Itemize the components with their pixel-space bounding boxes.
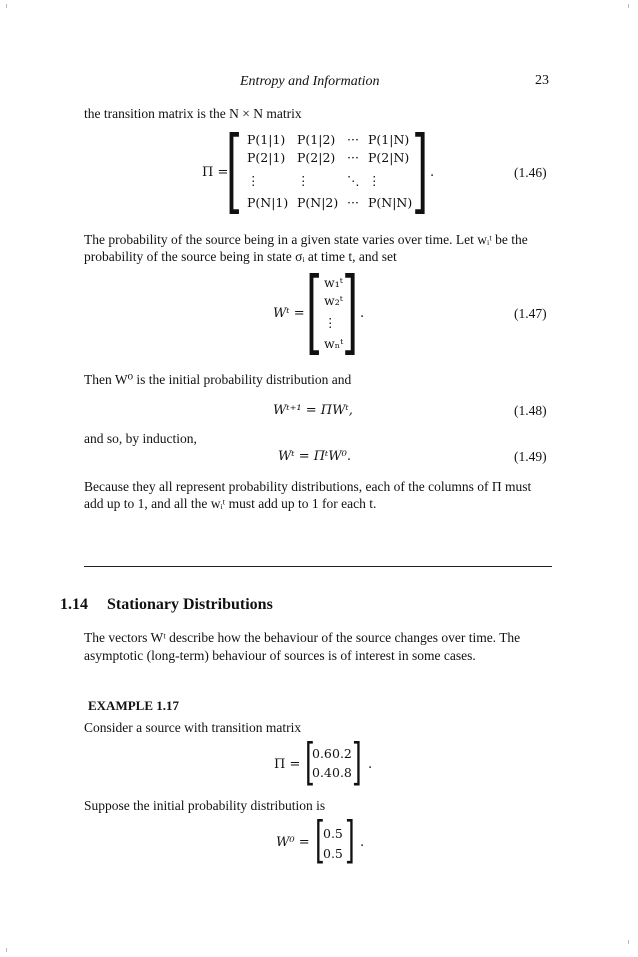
para2-line1: Because they all represent probability distributions, each of the columns of Π must [84, 479, 532, 494]
eq146-matrix-cell: P(2|1) [247, 150, 286, 165]
scan-mark [628, 4, 629, 8]
eq147-left-bracket: [ [306, 258, 323, 365]
example-label: EXAMPLE 1.17 [88, 698, 179, 713]
eq147-vector-entry: wₙᵗ [324, 336, 344, 351]
scan-mark [628, 940, 629, 944]
eq146-matrix-cell: P(2|2) [297, 150, 336, 165]
eq147-vector-entry: w₁ᵗ [324, 275, 343, 290]
eq148-number: (1.48) [514, 403, 547, 418]
eq146-matrix-cell: ⋮ [297, 173, 310, 188]
eq147-lhs: Wᵗ = [273, 306, 305, 321]
suppose-line: Suppose the initial probability distribution is [84, 798, 326, 813]
section-divider [84, 566, 552, 567]
intro-line: the transition matrix is the N × N matrix [84, 106, 302, 121]
eq146-matrix-cell: P(N|N) [368, 195, 413, 210]
then-line: Then W⁰ is the initial probability distribution and [84, 372, 352, 387]
page-number: 23 [535, 73, 549, 88]
eq146-matrix-cell: ··· [347, 150, 359, 165]
eq147-right-bracket: ] [342, 258, 359, 365]
pi-matrix-cell: 0.6 [312, 746, 332, 761]
pi-matrix-cell: 0.4 [312, 765, 332, 780]
para1-line1: The probability of the source being in a given state varies over time. Let wᵢᵗ be the [84, 232, 528, 247]
w0-period: . [360, 835, 365, 850]
eq146-matrix-cell: P(N|1) [247, 195, 289, 210]
pi-period: . [368, 757, 373, 772]
section-number: 1.14 [60, 596, 88, 613]
para3-line2: asymptotic (long-term) behaviour of sources is of interest in some cases. [84, 648, 476, 663]
eq147-period: . [360, 306, 365, 321]
eq146-left-bracket: [ [226, 117, 243, 224]
section-title: Stationary Distributions [107, 596, 273, 613]
w0-vector-entry: 0.5 [323, 826, 343, 841]
pi-lhs: Π = [274, 757, 301, 772]
eq146-number: (1.46) [514, 165, 547, 180]
eq147-number: (1.47) [514, 306, 547, 321]
eq148-expression: Wᵗ⁺¹ = ΠWᵗ, [273, 403, 353, 418]
scan-mark [6, 948, 7, 952]
pi-left-bracket: [ [305, 733, 315, 791]
eq147-vector-entry: ⋮ [324, 315, 337, 330]
eq146-matrix-cell: ⋮ [368, 173, 381, 188]
w0-right-bracket: ] [345, 811, 355, 869]
eq146-matrix-cell: ⋮ [247, 173, 260, 188]
induction-line: and so, by induction, [84, 431, 197, 446]
eq146-matrix-cell: P(N|2) [297, 195, 339, 210]
w0-vector-entry: 0.5 [323, 846, 343, 861]
para3-line1: The vectors Wᵗ describe how the behaviour of the source changes over time. The [84, 630, 521, 645]
eq146-period: . [430, 165, 435, 180]
pi-right-bracket: ] [352, 733, 362, 791]
w0-left-bracket: [ [315, 811, 325, 869]
eq146-matrix-cell: ··· [347, 195, 359, 210]
pi-matrix-cell: 0.2 [332, 746, 352, 761]
w0-lhs: W⁰ = [276, 835, 310, 850]
para1-line2: probability of the source being in state σᵢ at time t, and set [84, 249, 397, 264]
eq146-matrix-cell: P(1|N) [368, 132, 410, 147]
eq146-matrix-cell: P(2|N) [368, 150, 410, 165]
eq149-expression: Wᵗ = ΠᵗW⁰. [278, 449, 351, 464]
eq146-matrix-cell: P(1|1) [247, 132, 286, 147]
scan-mark [6, 4, 7, 8]
eq146-matrix-cell: ⋱ [347, 173, 360, 188]
consider-line: Consider a source with transition matrix [84, 720, 302, 735]
running-title: Entropy and Information [240, 74, 380, 89]
eq146-right-bracket: ] [412, 117, 429, 224]
eq146-matrix-cell: ··· [347, 132, 359, 147]
pi-matrix-cell: 0.8 [332, 765, 352, 780]
eq146-lhs: Π = [202, 165, 229, 180]
eq147-vector-entry: w₂ᵗ [324, 293, 343, 308]
para2-line2: add up to 1, and all the wᵢᵗ must add up to 1 for each t. [84, 496, 377, 511]
eq146-matrix-cell: P(1|2) [297, 132, 336, 147]
eq149-number: (1.49) [514, 449, 547, 464]
